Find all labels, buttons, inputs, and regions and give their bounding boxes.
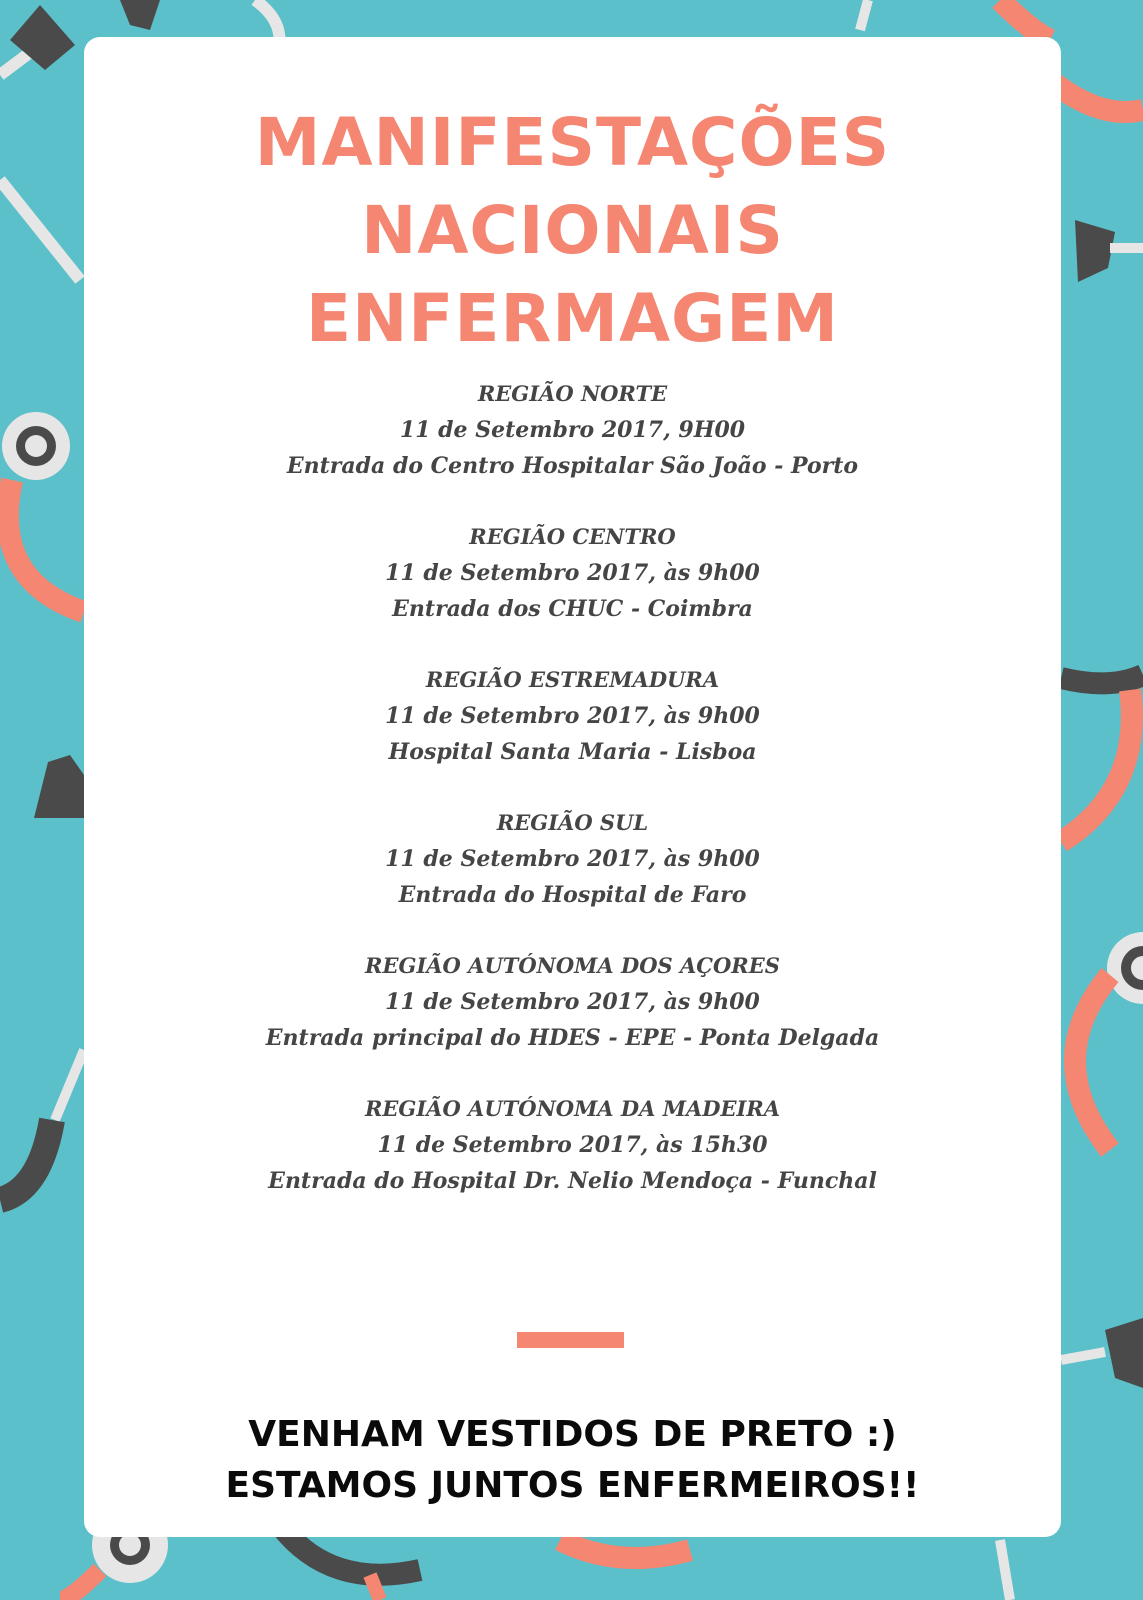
event-region: REGIÃO SUL — [496, 810, 649, 835]
event-date: 11 de Setembro 2017, às 9h00 — [385, 560, 760, 586]
poster-card — [84, 37, 1061, 1537]
footer-message — [84, 1409, 1061, 1511]
event-location: Entrada dos CHUC - Coimbra — [392, 596, 753, 622]
stethoscope-icon — [2, 412, 84, 818]
event-norte — [84, 376, 1061, 519]
event-region: REGIÃO AUTÓNOMA DA MADEIRA — [364, 1096, 781, 1121]
event-sul — [84, 805, 1061, 948]
event-location: Entrada principal do HDES - EPE - Ponta Delgada — [265, 1025, 880, 1051]
title-line: NACIONAIS — [361, 192, 784, 269]
event-acores — [84, 948, 1061, 1091]
stethoscope-icon — [1061, 675, 1143, 1150]
title-line: ENFERMAGEM — [305, 280, 839, 357]
footer-line: VENHAM VESTIDOS DE PRETO :) — [248, 1414, 897, 1455]
accent-divider — [517, 1332, 624, 1348]
title-line: MANIFESTAÇÕES — [254, 104, 891, 181]
event-date: 11 de Setembro 2017, às 9h00 — [385, 989, 760, 1015]
event-region: REGIÃO ESTREMADURA — [425, 667, 720, 692]
event-region: REGIÃO AUTÓNOMA DOS AÇORES — [365, 953, 780, 978]
event-date: 11 de Setembro 2017, às 9h00 — [385, 703, 760, 729]
event-centro — [84, 519, 1061, 662]
event-location: Entrada do Centro Hospitalar São João - Porto — [286, 453, 859, 479]
event-location: Entrada do Hospital Dr. Nelio Mendoça - Funchal — [268, 1168, 877, 1194]
event-region: REGIÃO CENTRO — [469, 524, 676, 549]
event-date: 11 de Setembro 2017, 9H00 — [399, 417, 746, 443]
footer-line: ESTAMOS JUNTOS ENFERMEIROS!! — [225, 1465, 920, 1506]
event-region: REGIÃO NORTE — [477, 381, 668, 406]
event-location: Hospital Santa Maria - Lisboa — [388, 739, 757, 765]
event-madeira — [84, 1091, 1061, 1234]
event-date: 11 de Setembro 2017, às 9h00 — [385, 846, 760, 872]
event-location: Entrada do Hospital de Faro — [398, 882, 747, 908]
events-list — [84, 376, 1061, 1234]
page-title — [84, 99, 1061, 363]
event-date: 11 de Setembro 2017, às 15h30 — [377, 1132, 768, 1158]
event-estremadura — [84, 662, 1061, 805]
